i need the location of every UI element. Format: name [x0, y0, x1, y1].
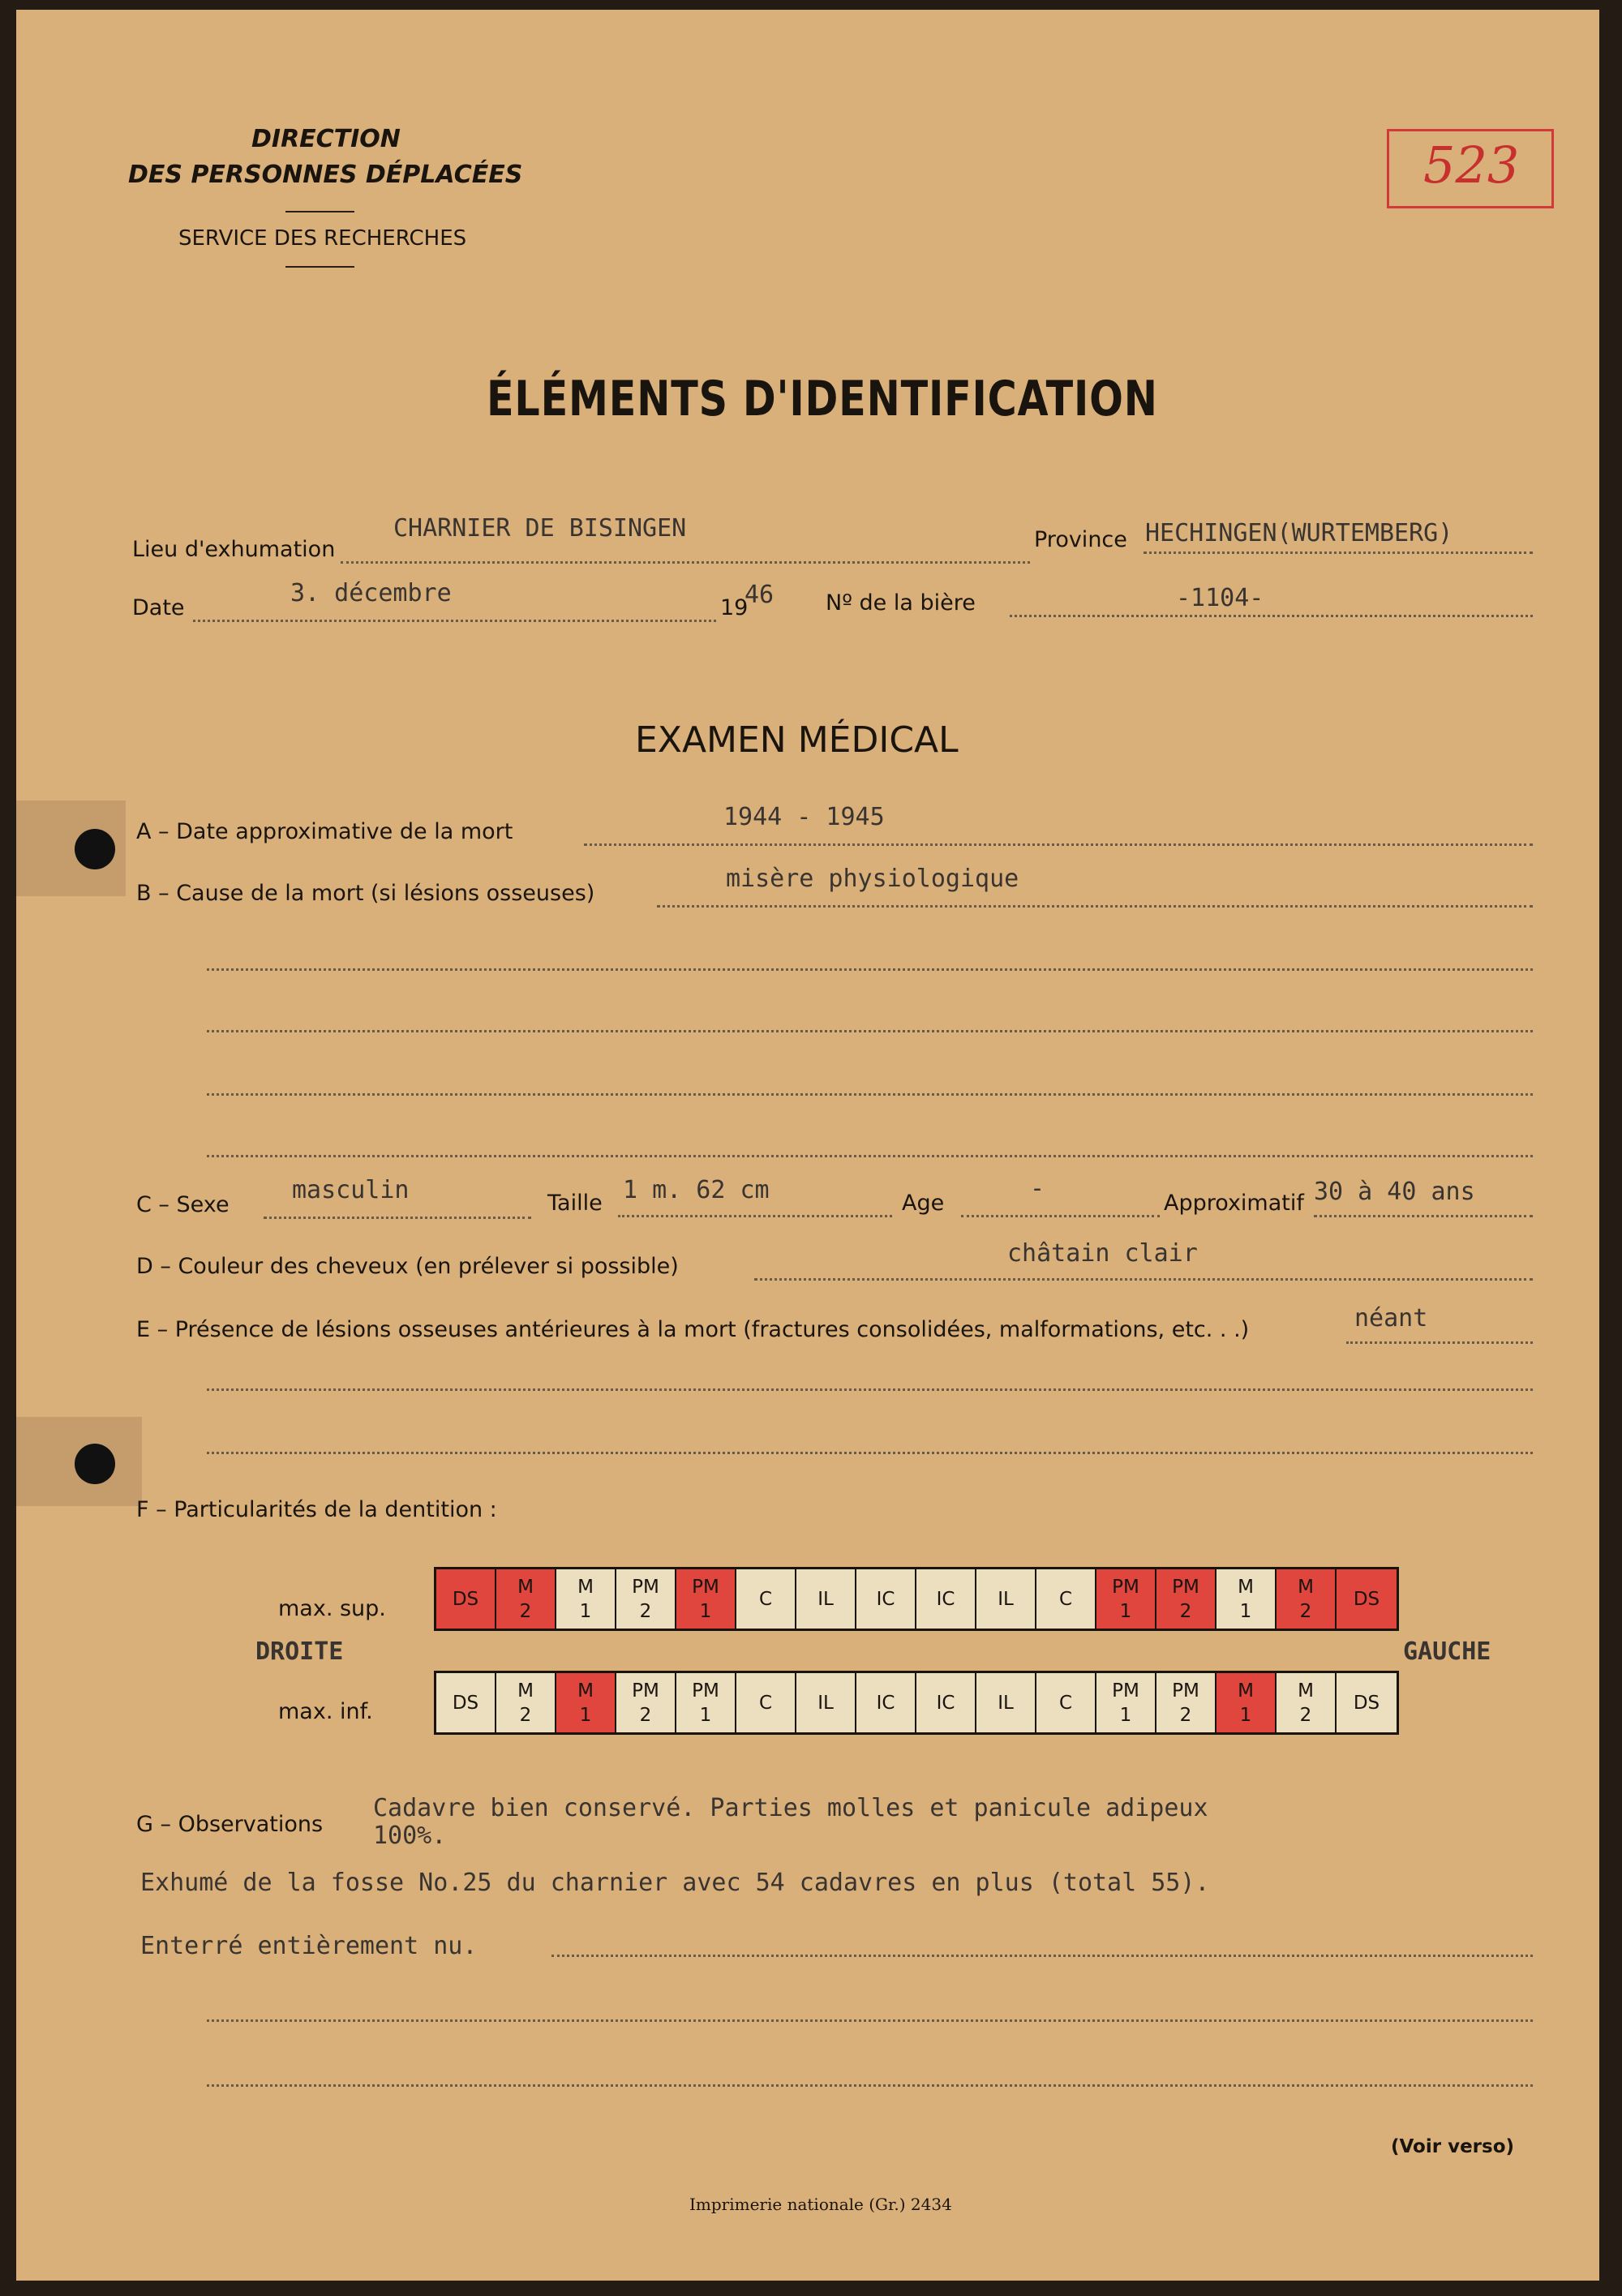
punch-hole-top — [75, 829, 115, 869]
tooth-cell — [1036, 1673, 1096, 1732]
field-c-sexe-line — [264, 1217, 531, 1219]
tooth-number: 2 — [1299, 1704, 1312, 1726]
field-b-label: B – Cause de la mort (si lésions osseuses) — [136, 881, 595, 906]
tooth-cell — [436, 1569, 496, 1629]
field-d-line — [754, 1278, 1533, 1281]
tooth-number: 1 — [1119, 1600, 1132, 1622]
tooth-number: 1 — [579, 1600, 592, 1622]
province-line — [1144, 551, 1533, 554]
tooth-number: 2 — [1179, 1600, 1192, 1622]
tooth-cell — [796, 1569, 856, 1629]
field-d-label: D – Couleur des cheveux (en prélever si possible) — [136, 1254, 679, 1279]
tooth-type: IC — [936, 1588, 955, 1610]
tooth-cell — [976, 1569, 1036, 1629]
tooth-type: PM — [1112, 1576, 1139, 1598]
dentition-inf-row — [434, 1671, 1399, 1735]
dentition-gauche-label: GAUCHE — [1403, 1637, 1491, 1666]
field-g-line1b: 100%. — [373, 1822, 447, 1850]
document-sheet — [16, 10, 1599, 2281]
field-e-line-2 — [207, 1388, 1533, 1391]
field-c-approx-value: 30 à 40 ans — [1314, 1178, 1475, 1206]
tooth-cell — [916, 1673, 976, 1732]
field-c-age-value: - — [1030, 1174, 1045, 1203]
tooth-type: PM — [1112, 1680, 1139, 1702]
field-c-approx-label: Approximatif — [1164, 1191, 1304, 1216]
tooth-number: 1 — [699, 1704, 712, 1726]
field-g-line-5 — [207, 2084, 1533, 2087]
biere-label: Nº de la bière — [826, 590, 976, 616]
tooth-type: IC — [876, 1588, 895, 1610]
tooth-type: M — [1238, 1576, 1254, 1598]
field-f-label: F – Particularités de la dentition : — [136, 1497, 497, 1522]
tooth-number: 1 — [579, 1704, 592, 1726]
tooth-type: IL — [817, 1588, 834, 1610]
date-day-value: 3. décembre — [290, 579, 452, 607]
lieu-line — [341, 561, 1030, 564]
tooth-cell — [1337, 1569, 1397, 1629]
tooth-cell — [676, 1673, 736, 1732]
tooth-cell — [676, 1569, 736, 1629]
tooth-number: 2 — [1299, 1600, 1312, 1622]
tooth-type: PM — [1172, 1680, 1199, 1702]
tooth-type: PM — [1172, 1576, 1199, 1598]
field-c-taille-label: Taille — [547, 1191, 603, 1216]
field-c-age-line — [961, 1215, 1160, 1217]
field-g-line1: Cadavre bien conservé. Parties molles et panicule adipeux — [373, 1794, 1208, 1822]
tooth-number: 2 — [519, 1704, 532, 1726]
tooth-cell — [796, 1673, 856, 1732]
field-c-taille-line — [618, 1215, 892, 1217]
field-c-age-label: Age — [902, 1191, 945, 1216]
field-g-label: G – Observations — [136, 1812, 324, 1837]
tooth-cell — [616, 1673, 676, 1732]
tooth-number: 2 — [519, 1600, 532, 1622]
tooth-cell — [856, 1569, 916, 1629]
dentition-sup-row — [434, 1567, 1399, 1631]
tooth-type: IC — [876, 1692, 895, 1714]
field-b-line-5 — [207, 1155, 1533, 1157]
tooth-number: 2 — [639, 1704, 652, 1726]
tooth-type: IC — [936, 1692, 955, 1714]
tooth-number: 1 — [1239, 1600, 1252, 1622]
header-direction: DIRECTION — [251, 125, 401, 153]
field-b-value: misère physiologique — [726, 865, 1019, 893]
biere-value: -1104- — [1176, 584, 1264, 612]
tooth-type: C — [1058, 1588, 1073, 1610]
tooth-type: C — [758, 1588, 773, 1610]
header-rule-1 — [285, 211, 354, 212]
tooth-type: M — [1238, 1680, 1254, 1702]
field-g-line-4 — [207, 2019, 1533, 2022]
field-g-line2: Exhumé de la fosse No.25 du charnier avec 54 cadavres en plus (total 55). — [140, 1869, 1210, 1897]
field-e-line — [1346, 1341, 1533, 1344]
tooth-cell — [556, 1569, 616, 1629]
field-b-line-2 — [207, 968, 1533, 971]
stamp-number: 523 — [1423, 135, 1520, 195]
tooth-type: PM — [692, 1680, 719, 1702]
tooth-type: IL — [998, 1692, 1014, 1714]
dentition-inf-label: max. inf. — [278, 1699, 373, 1724]
date-year-prefix: 19 — [720, 595, 749, 620]
field-b-line — [657, 905, 1533, 908]
tooth-cell — [976, 1673, 1036, 1732]
tooth-type: PM — [632, 1576, 659, 1598]
tooth-cell — [1156, 1673, 1216, 1732]
field-c-label: C – Sexe — [136, 1192, 230, 1217]
tooth-cell — [1036, 1569, 1096, 1629]
tooth-cell — [856, 1673, 916, 1732]
tooth-type: PM — [692, 1576, 719, 1598]
tooth-type: M — [577, 1680, 594, 1702]
tooth-cell — [1216, 1673, 1277, 1732]
tooth-cell — [496, 1673, 556, 1732]
field-c-taille-value: 1 m. 62 cm — [623, 1176, 770, 1204]
tooth-type: PM — [632, 1680, 659, 1702]
lieu-value: CHARNIER DE BISINGEN — [393, 514, 687, 543]
tooth-cell — [616, 1569, 676, 1629]
page-title: ÉLÉMENTS D'IDENTIFICATION — [487, 371, 1158, 427]
field-e-label: E – Présence de lésions osseuses antérieures à la mort (fractures consolidées, malformations, etc. . .) — [136, 1317, 1250, 1342]
tooth-type: IL — [817, 1692, 834, 1714]
tooth-cell — [1277, 1569, 1337, 1629]
field-a-value: 1944 - 1945 — [723, 803, 885, 831]
tooth-cell — [736, 1673, 796, 1732]
field-d-value: châtain clair — [1007, 1239, 1198, 1268]
field-g-line3: Enterré entièrement nu. — [140, 1932, 478, 1960]
tooth-type: DS — [452, 1692, 479, 1714]
tooth-type: C — [758, 1692, 773, 1714]
tooth-type: M — [577, 1576, 594, 1598]
tooth-type: DS — [1353, 1588, 1380, 1610]
lieu-label: Lieu d'exhumation — [132, 537, 336, 562]
header-persons: DES PERSONNES DÉPLACÉES — [128, 161, 523, 189]
field-b-line-4 — [207, 1093, 1533, 1096]
date-year-suffix: 46 — [744, 581, 775, 609]
field-e-line-3 — [207, 1452, 1533, 1454]
voir-verso: (Voir verso) — [1391, 2136, 1515, 2157]
field-a-line — [584, 843, 1533, 846]
tooth-cell — [1096, 1569, 1156, 1629]
tooth-type: DS — [452, 1588, 479, 1610]
province-label: Province — [1034, 527, 1127, 552]
tooth-type: IL — [998, 1588, 1014, 1610]
tooth-cell — [1096, 1673, 1156, 1732]
dentition-droite-label: DROITE — [255, 1637, 344, 1666]
header-service: SERVICE DES RECHERCHES — [178, 226, 467, 251]
tooth-type: DS — [1353, 1692, 1380, 1714]
dentition-sup-label: max. sup. — [278, 1596, 386, 1621]
field-e-value: néant — [1354, 1304, 1428, 1333]
tooth-cell — [556, 1673, 616, 1732]
tooth-type: C — [1058, 1692, 1073, 1714]
field-g-line-3 — [551, 1955, 1533, 1957]
tooth-number: 2 — [1179, 1704, 1192, 1726]
biere-line — [1010, 615, 1533, 617]
exam-title: EXAMEN MÉDICAL — [635, 719, 959, 761]
field-c-sexe-value: masculin — [292, 1176, 410, 1204]
tooth-cell — [1216, 1569, 1277, 1629]
tooth-cell — [1337, 1673, 1397, 1732]
province-value: HECHINGEN(WURTEMBERG) — [1145, 519, 1453, 547]
tooth-cell — [436, 1673, 496, 1732]
tooth-cell — [1277, 1673, 1337, 1732]
header-rule-2 — [285, 266, 354, 268]
tooth-number: 1 — [699, 1600, 712, 1622]
field-c-approx-line — [1314, 1215, 1533, 1217]
tooth-type: M — [517, 1576, 534, 1598]
field-a-label: A – Date approximative de la mort — [136, 819, 513, 844]
imprimerie-credit: Imprimerie nationale (Gr.) 2434 — [689, 2195, 952, 2214]
tooth-cell — [1156, 1569, 1216, 1629]
tooth-cell — [736, 1569, 796, 1629]
tooth-number: 1 — [1119, 1704, 1132, 1726]
date-line — [193, 620, 716, 622]
tooth-type: M — [1298, 1680, 1314, 1702]
field-b-line-3 — [207, 1030, 1533, 1032]
tooth-number: 2 — [639, 1600, 652, 1622]
tooth-type: M — [517, 1680, 534, 1702]
tooth-cell — [916, 1569, 976, 1629]
tooth-number: 1 — [1239, 1704, 1252, 1726]
date-label: Date — [132, 595, 185, 620]
tooth-type: M — [1298, 1576, 1314, 1598]
tooth-cell — [496, 1569, 556, 1629]
punch-hole-bottom — [75, 1444, 115, 1484]
